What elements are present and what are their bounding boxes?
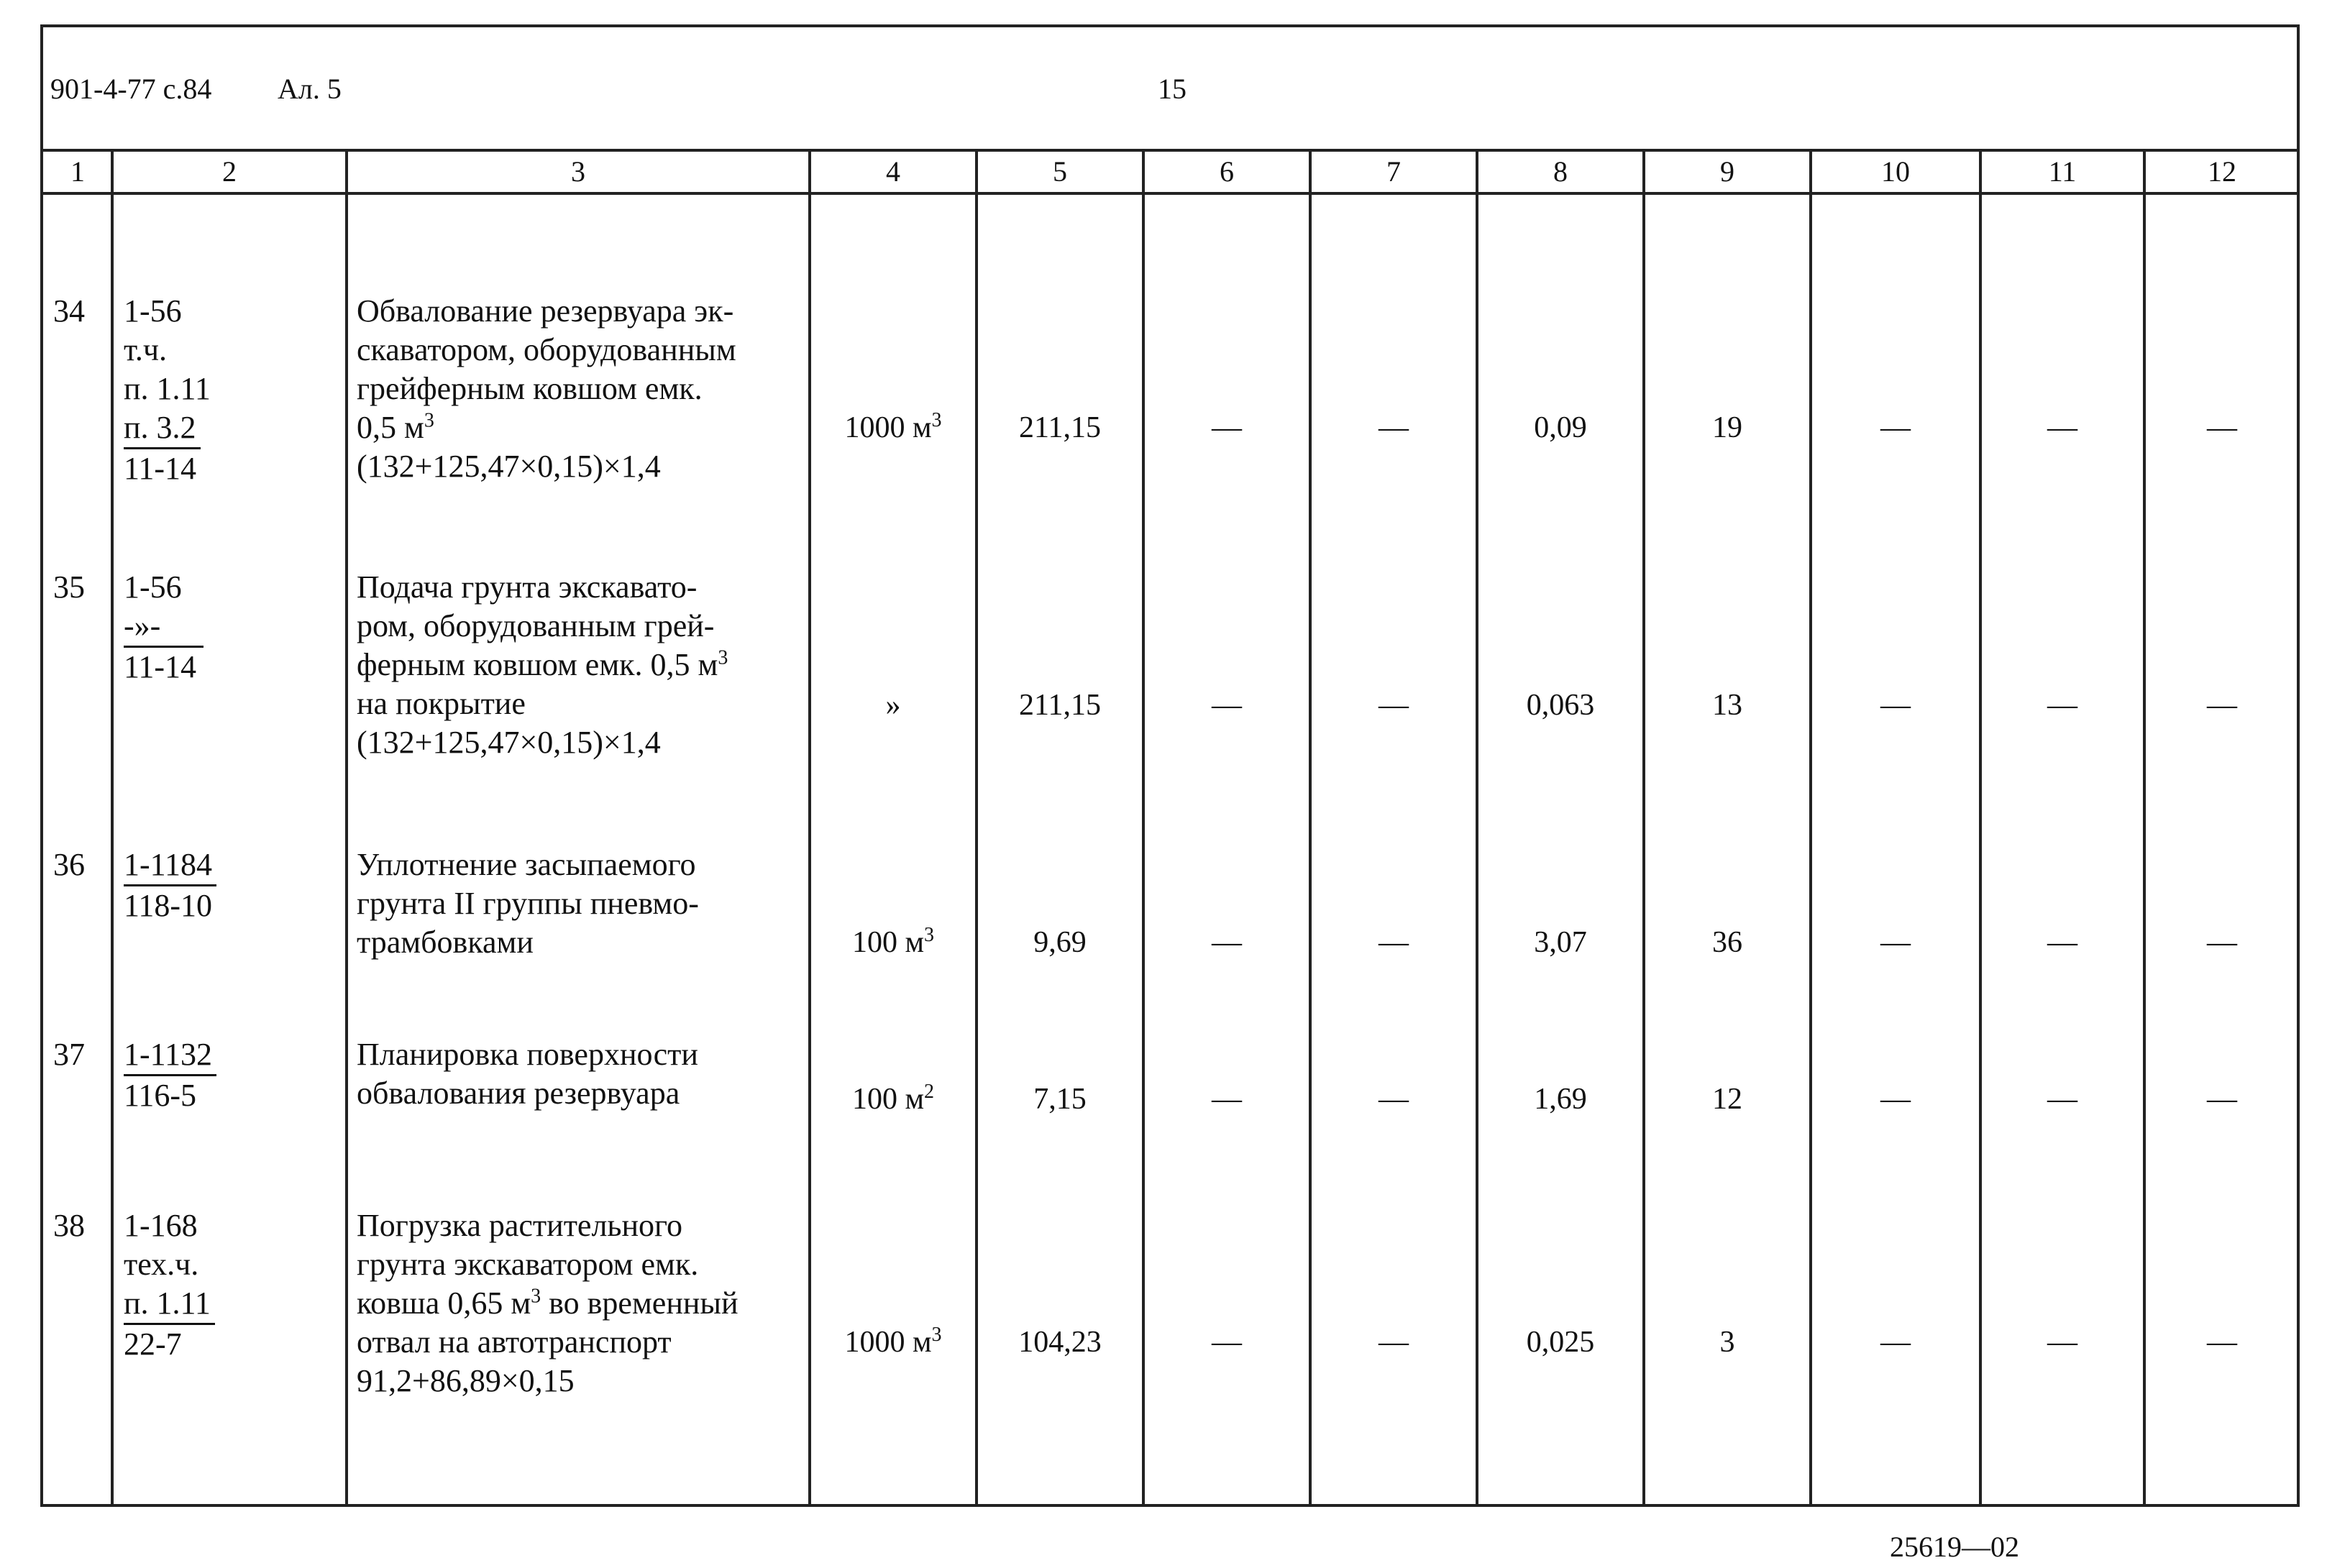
value-cell: — bbox=[2207, 411, 2237, 444]
col-head-11: 11 bbox=[2048, 155, 2077, 188]
work-description bbox=[357, 292, 803, 486]
value-cell: 36 bbox=[1712, 926, 1742, 959]
value-cell: — bbox=[1212, 1083, 1242, 1116]
col-head-7: 7 bbox=[1386, 155, 1401, 188]
unit-cell: 100 $м^3$ bbox=[851, 924, 935, 959]
value-cell: — bbox=[2047, 926, 2077, 959]
ref-line: 1-168 bbox=[124, 1208, 198, 1243]
desc-line: Уплотнение засыпаемого bbox=[357, 847, 696, 882]
desc-line: Погрузка растительного bbox=[357, 1208, 682, 1243]
value-cell: 13 bbox=[1712, 689, 1742, 722]
col-head-2: 2 bbox=[222, 155, 237, 188]
desc-line: (132+125,47×0,15)×1,4 bbox=[357, 725, 661, 760]
column-divider bbox=[1309, 152, 1312, 1504]
value-cell: — bbox=[1212, 689, 1242, 722]
col-head-6: 6 bbox=[1220, 155, 1234, 188]
ref-fraction-bottom: 11-14 bbox=[124, 649, 197, 684]
value-cell: — bbox=[1379, 689, 1409, 722]
ref-fraction-top: п. 1.11 bbox=[124, 1284, 215, 1325]
quantity-cell: 211,15 bbox=[1019, 411, 1101, 444]
value-cell: — bbox=[1880, 411, 1911, 444]
quantity-cell: 104,23 bbox=[1018, 1326, 1102, 1359]
quantity-cell: 7,15 bbox=[1033, 1083, 1087, 1116]
work-description bbox=[357, 568, 803, 762]
column-divider bbox=[1476, 152, 1478, 1504]
ref-fraction-bottom: 118-10 bbox=[124, 888, 213, 923]
desc-line: 0,5 $м^3$ bbox=[357, 409, 434, 445]
ref-fraction-top: 1-1184 bbox=[124, 845, 216, 886]
footer-code: 25619—02 bbox=[1890, 1531, 2019, 1563]
value-cell: 19 bbox=[1712, 411, 1742, 444]
desc-line: отвал на автотранспорт bbox=[357, 1324, 672, 1360]
value-cell: — bbox=[2207, 1083, 2237, 1116]
quantity-cell: 9,69 bbox=[1033, 926, 1087, 959]
value-cell: 0,025 bbox=[1526, 1326, 1595, 1359]
column-divider bbox=[2143, 152, 2146, 1504]
sheet-header bbox=[43, 27, 2297, 152]
value-cell: — bbox=[1212, 411, 1242, 444]
row-number: 38 bbox=[53, 1208, 85, 1243]
value-cell: — bbox=[2047, 1326, 2077, 1359]
unit-cell: » bbox=[885, 689, 901, 722]
desc-line: (132+125,47×0,15)×1,4 bbox=[357, 449, 661, 484]
work-description bbox=[357, 1206, 803, 1400]
value-cell: — bbox=[1379, 1326, 1409, 1359]
column-divider bbox=[808, 152, 811, 1504]
ref-fraction-top: п. 3.2 bbox=[124, 408, 201, 449]
column-divider bbox=[345, 152, 348, 1504]
norm-reference bbox=[124, 292, 211, 488]
ref-line: тех.ч. bbox=[124, 1247, 199, 1282]
value-cell: — bbox=[1880, 926, 1911, 959]
desc-line: ферным ковшом емк. 0,5 $м^3$ bbox=[357, 646, 728, 682]
ref-fraction-bottom: 116-5 bbox=[124, 1078, 197, 1113]
estimate-sheet bbox=[40, 24, 2300, 1507]
norm-reference bbox=[124, 845, 216, 925]
desc-line: трамбовками bbox=[357, 925, 534, 960]
row-number: 35 bbox=[53, 569, 85, 605]
unit-cell: 1000 $м^3$ bbox=[844, 409, 942, 444]
col-head-10: 10 bbox=[1881, 155, 1910, 188]
work-description bbox=[357, 845, 803, 962]
column-divider bbox=[1809, 152, 1812, 1504]
desc-line: 91,2+86,89×0,15 bbox=[357, 1363, 575, 1398]
ref-line: 1-56 bbox=[124, 293, 182, 329]
col-head-12: 12 bbox=[2208, 155, 2236, 188]
value-cell: 3,07 bbox=[1534, 926, 1587, 959]
page-number: 15 bbox=[1158, 73, 1187, 105]
norm-reference bbox=[124, 1206, 215, 1364]
column-divider bbox=[975, 152, 978, 1504]
quantity-cell: 211,15 bbox=[1019, 689, 1101, 722]
value-cell: — bbox=[1379, 1083, 1409, 1116]
row-number: 36 bbox=[53, 847, 85, 882]
ref-line: п. 1.11 bbox=[124, 371, 211, 406]
value-cell: — bbox=[2047, 411, 2077, 444]
desc-line: Подача грунта экскавато- bbox=[357, 569, 698, 605]
column-number-row bbox=[43, 152, 2297, 195]
unit-cell: 1000 $м^3$ bbox=[844, 1324, 942, 1359]
value-cell: 1,69 bbox=[1534, 1083, 1587, 1116]
sheet-label: Ал. 5 bbox=[278, 73, 342, 105]
desc-line: грейферным ковшом емк. bbox=[357, 371, 703, 406]
value-cell: — bbox=[2207, 1326, 2237, 1359]
value-cell: — bbox=[1379, 411, 1409, 444]
desc-line: ковша 0,65 $м^3$ во временный bbox=[357, 1285, 739, 1321]
value-cell: — bbox=[1880, 1083, 1911, 1116]
col-head-3: 3 bbox=[571, 155, 585, 188]
row-number: 34 bbox=[53, 293, 85, 329]
value-cell: — bbox=[1212, 1326, 1242, 1359]
value-cell: 0,063 bbox=[1526, 689, 1595, 722]
desc-line: обвалования резервуара bbox=[357, 1076, 680, 1111]
value-cell: 0,09 bbox=[1534, 411, 1587, 444]
desc-line: на покрытие bbox=[357, 686, 526, 721]
value-cell: — bbox=[1880, 1326, 1911, 1359]
col-head-4: 4 bbox=[886, 155, 900, 188]
desc-line: ром, оборудованным грей- bbox=[357, 608, 715, 643]
ref-line: 1-56 bbox=[124, 569, 182, 605]
ref-fraction-top: -»- bbox=[124, 607, 204, 648]
document-code: 901-4-77 с.84 bbox=[50, 73, 212, 105]
desc-line: грунта экскаватором емк. bbox=[357, 1247, 699, 1282]
ref-fraction-top: 1-1132 bbox=[124, 1035, 216, 1076]
value-cell: — bbox=[2047, 689, 2077, 722]
value-cell: — bbox=[1379, 926, 1409, 959]
desc-line: Обвалование резервуара эк- bbox=[357, 293, 734, 329]
col-head-1: 1 bbox=[70, 155, 85, 188]
col-head-5: 5 bbox=[1053, 155, 1067, 188]
ref-line: т.ч. bbox=[124, 332, 168, 367]
column-divider bbox=[111, 152, 114, 1504]
unit-cell: 100 $м^2$ bbox=[851, 1081, 935, 1116]
column-divider bbox=[1142, 152, 1145, 1504]
ref-fraction-bottom: 11-14 bbox=[124, 451, 197, 486]
value-cell: — bbox=[1880, 689, 1911, 722]
norm-reference bbox=[124, 568, 204, 687]
col-head-9: 9 bbox=[1720, 155, 1734, 188]
col-head-8: 8 bbox=[1553, 155, 1568, 188]
norm-reference bbox=[124, 1035, 216, 1115]
desc-line: Планировка поверхности bbox=[357, 1037, 698, 1072]
value-cell: 3 bbox=[1719, 1326, 1735, 1359]
desc-line: грунта II группы пневмо- bbox=[357, 886, 699, 921]
column-divider bbox=[1979, 152, 1982, 1504]
ref-fraction-bottom: 22-7 bbox=[124, 1326, 182, 1362]
column-divider bbox=[1642, 152, 1645, 1504]
work-description bbox=[357, 1035, 803, 1113]
value-cell: — bbox=[2047, 1083, 2077, 1116]
value-cell: 12 bbox=[1712, 1083, 1742, 1116]
value-cell: — bbox=[1212, 926, 1242, 959]
desc-line: скаватором, оборудованным bbox=[357, 332, 736, 367]
row-number: 37 bbox=[53, 1037, 85, 1072]
value-cell: — bbox=[2207, 926, 2237, 959]
value-cell: — bbox=[2207, 689, 2237, 722]
